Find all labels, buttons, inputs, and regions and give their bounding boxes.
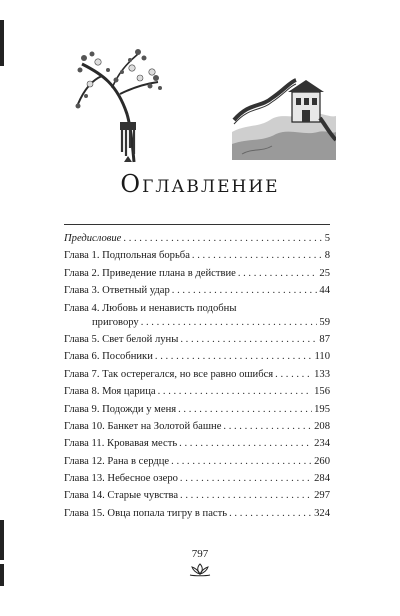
toc-entry[interactable] [64,368,330,382]
toc-entry-page: 260 [314,455,330,467]
toc-entry-title: Глава 9. Подожди у меня [64,403,177,415]
page-number: 797 [191,548,209,560]
toc-entry-page: 133 [314,368,330,380]
toc-leader-dots [192,249,323,263]
toc-entry-page: 324 [314,507,330,519]
toc-leader-dots [180,333,317,347]
toc-entry[interactable] [64,385,330,399]
lotus-ornament-icon [188,563,212,577]
toc-leader-dots [179,437,312,451]
toc-entry-title: Глава 7. Так остерегался, но все равно ошибся [64,368,274,380]
toc-entry-title-continuation: приговору [92,316,139,328]
toc-entry[interactable] [64,472,330,486]
toc-entry[interactable] [64,267,330,281]
toc-entry-title: Глава 11. Кровавая месть [64,438,178,450]
toc-entry-page: 297 [314,490,330,502]
cherry-blossom-wind-chime-illustration [72,44,164,164]
toc-entry-title: Глава 10. Банкет на Золотой башне [64,420,222,432]
great-wall-illustration [232,62,336,160]
page-title: Оглавление [120,170,280,198]
toc-entry[interactable] [64,507,330,521]
table-of-contents [64,232,330,524]
toc-entry-page: 8 [324,250,330,262]
toc-entry-title: Глава 1. Подпольная борьба [64,250,190,262]
toc-leader-dots [238,267,318,281]
toc-entry-title: Глава 4. Любовь и ненависть подобны [64,302,237,314]
toc-entry-title: Глава 2. Приведение плана в действие [64,267,236,279]
toc-leader-dots [155,350,313,364]
toc-entry[interactable] [64,489,330,503]
toc-entry-page: 5 [324,233,330,244]
toc-leader-dots [229,507,312,521]
toc-entry-title: Предисловие [64,233,122,244]
toc-leader-dots [180,489,312,503]
toc-entry[interactable] [64,420,330,434]
toc-entry[interactable] [64,249,330,263]
toc-entry[interactable] [64,403,330,417]
toc-leader-dots [275,368,312,382]
toc-entry-title: Глава 13. Небесное озеро [64,473,178,485]
toc-leader-dots [180,472,312,486]
toc-entry-page: 284 [314,473,330,485]
toc-entry[interactable] [64,232,330,246]
toc-entry-page: 25 [319,267,330,279]
toc-leader-dots [223,420,312,434]
toc-entry-page: 208 [314,420,330,432]
margin-bar [0,564,4,586]
toc-entry-page: 195 [314,403,330,415]
toc-leader-dots [172,284,318,298]
toc-entry-page: 44 [319,285,330,297]
toc-leader-dots [123,232,322,246]
toc-entry-page: 87 [319,333,330,345]
toc-entry-title: Глава 5. Свет белой луны [64,333,179,345]
toc-entry-page: 110 [314,351,330,363]
toc-entry-page: 234 [314,438,330,450]
toc-entry-page: 156 [314,386,330,398]
toc-entry[interactable] [64,350,330,364]
toc-entry-title: Глава 6. Пособники [64,351,153,363]
toc-entry[interactable] [64,437,330,451]
toc-leader-dots [171,455,312,469]
toc-leader-dots [158,385,313,399]
toc-entry[interactable] [64,455,330,469]
toc-entry[interactable] [64,333,330,347]
toc-entry[interactable] [64,284,330,298]
toc-entry-title: Глава 8. Моя царица [64,386,156,398]
toc-entry-page: 59 [319,316,330,328]
toc-entry[interactable] [64,302,330,330]
toc-entry-title: Глава 15. Овца попала тигру в пасть [64,507,228,519]
toc-entry-title: Глава 3. Ответный удар [64,285,170,297]
toc-entry-title: Глава 12. Рана в сердце [64,455,170,467]
toc-leader-dots [141,316,318,330]
toc-leader-dots [178,403,312,417]
toc-entry-title: Глава 14. Старые чувства [64,490,179,502]
title-rule [64,224,330,225]
margin-bar [0,20,4,66]
